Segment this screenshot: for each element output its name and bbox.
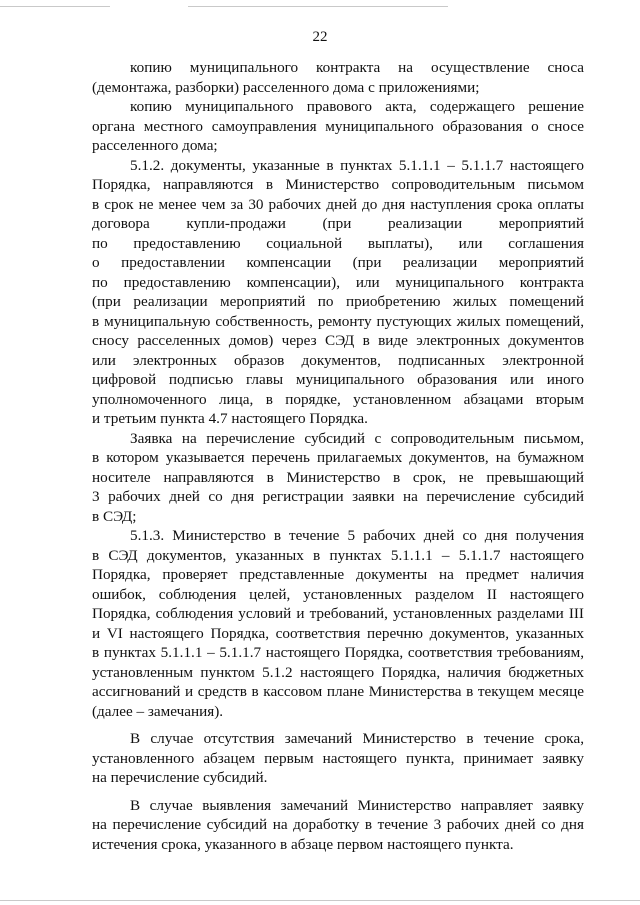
text-line: органа местного самоуправления муниципального образования о сносе (92, 117, 584, 135)
text-line: (при реализации мероприятий по приобретению жилых помещений (92, 293, 584, 310)
text-line: в котором указывается перечень прилагаемых документов, на бумажном (92, 449, 584, 466)
text-line: копию муниципального правового акта, содержащего решение (130, 98, 584, 115)
text-line: (далее – замечания). (92, 702, 224, 720)
text-line: о предоставлении компенсации (при реализации мероприятий (92, 254, 584, 271)
text-line: и VI настоящего Порядка, соответствия перечню документов, указанных (92, 624, 584, 642)
text-line: в СЭД; (92, 507, 137, 525)
text-line: договора купли-продажи (при реализации мероприятий (92, 215, 584, 232)
text-line: установленным пунктом 5.1.2 настоящего Порядка, наличия бюджетных (92, 663, 584, 681)
text-line: по предоставлению компенсации), или муниципального контракта (92, 273, 584, 291)
text-line: или электронных образов документов, подписанных электронной (92, 351, 584, 369)
paragraph (92, 796, 584, 855)
paragraph (92, 429, 584, 527)
paragraph-gap (92, 788, 584, 796)
text-line: и третьим пункта 4.7 настоящего Порядка. (92, 410, 368, 427)
text-line: ошибок, соблюдения целей, установленных разделом II настоящего (92, 585, 584, 603)
paragraph (92, 156, 584, 429)
text-line: цифровой подписью главы муниципального образования или иного (92, 371, 584, 388)
text-line: в пунктах 5.1.1.1 – 5.1.1.7 настоящего Порядка, соответствия требованиям, (92, 644, 584, 661)
text-line: по предоставлению социальной выплаты), или соглашения (92, 234, 584, 252)
scan-edge-bottom (0, 900, 640, 901)
paragraph-gap (92, 721, 584, 729)
text-line: расселенного дома; (92, 137, 218, 154)
text-line: истечения срока, указанного в абзаце первом настоящего пункта. (92, 835, 514, 853)
text-line: в СЭД документов, указанных в пунктах 5.1.1.1 – 5.1.1.7 настоящего (92, 546, 584, 564)
text-line: сносу расселенных домов) через СЭД в виде электронных документов (92, 332, 584, 349)
text-line: 3 рабочих дней со дня регистрации заявки на перечисление субсидий (92, 488, 584, 505)
text-line: в срок не менее чем за 30 рабочих дней до дня наступления срока оплаты (92, 195, 584, 213)
text-line: Заявка на перечисление субсидий с сопроводительным письмом, (130, 429, 584, 447)
text-line: на перечисление субсидий на доработку в течение 3 рабочих дней со дня (92, 816, 584, 833)
text-line: Порядка, направляются в Министерство сопроводительным письмом (92, 176, 584, 193)
text-line: уполномоченного лица, в порядке, установленном абзацами вторым (92, 390, 584, 408)
text-line: ассигнований и средств в кассовом плане Министерства в текущем месяце (92, 683, 584, 700)
text-line: (демонтажа, разборки) расселенного дома с приложениями; (92, 78, 480, 96)
scan-edge-top-right (188, 6, 448, 7)
text-line: Порядка, проверяет представленные документы на предмет наличия (92, 566, 584, 583)
paragraph (92, 97, 584, 156)
paragraph (92, 58, 584, 97)
text-line: Порядка, соблюдения условий и требований, установленных разделами III (92, 605, 584, 622)
text-line: В случае отсутствия замечаний Министерство в течение срока, (130, 730, 584, 747)
document-body (92, 58, 584, 854)
text-line: копию муниципального контракта на осуществление сноса (130, 59, 584, 76)
text-line: 5.1.3. Министерство в течение 5 рабочих дней со дня получения (130, 527, 584, 544)
text-line: на перечисление субсидий. (92, 769, 268, 786)
text-line: носителе направляются в Министерство в срок, не превышающий (92, 468, 584, 486)
scan-edge-top-left (0, 6, 110, 7)
paragraph (92, 526, 584, 721)
text-line: 5.1.2. документы, указанные в пунктах 5.1.1.1 – 5.1.1.7 настоящего (130, 156, 584, 174)
text-line: в муниципальную собственность, ремонту пустующих жилых помещений, (92, 312, 584, 330)
page-number: 22 (312, 29, 328, 45)
paragraph (92, 729, 584, 788)
text-line: В случае выявления замечаний Министерство направляет заявку (130, 796, 584, 814)
text-line: установленного абзацем первым настоящего пункта, принимает заявку (92, 749, 584, 767)
